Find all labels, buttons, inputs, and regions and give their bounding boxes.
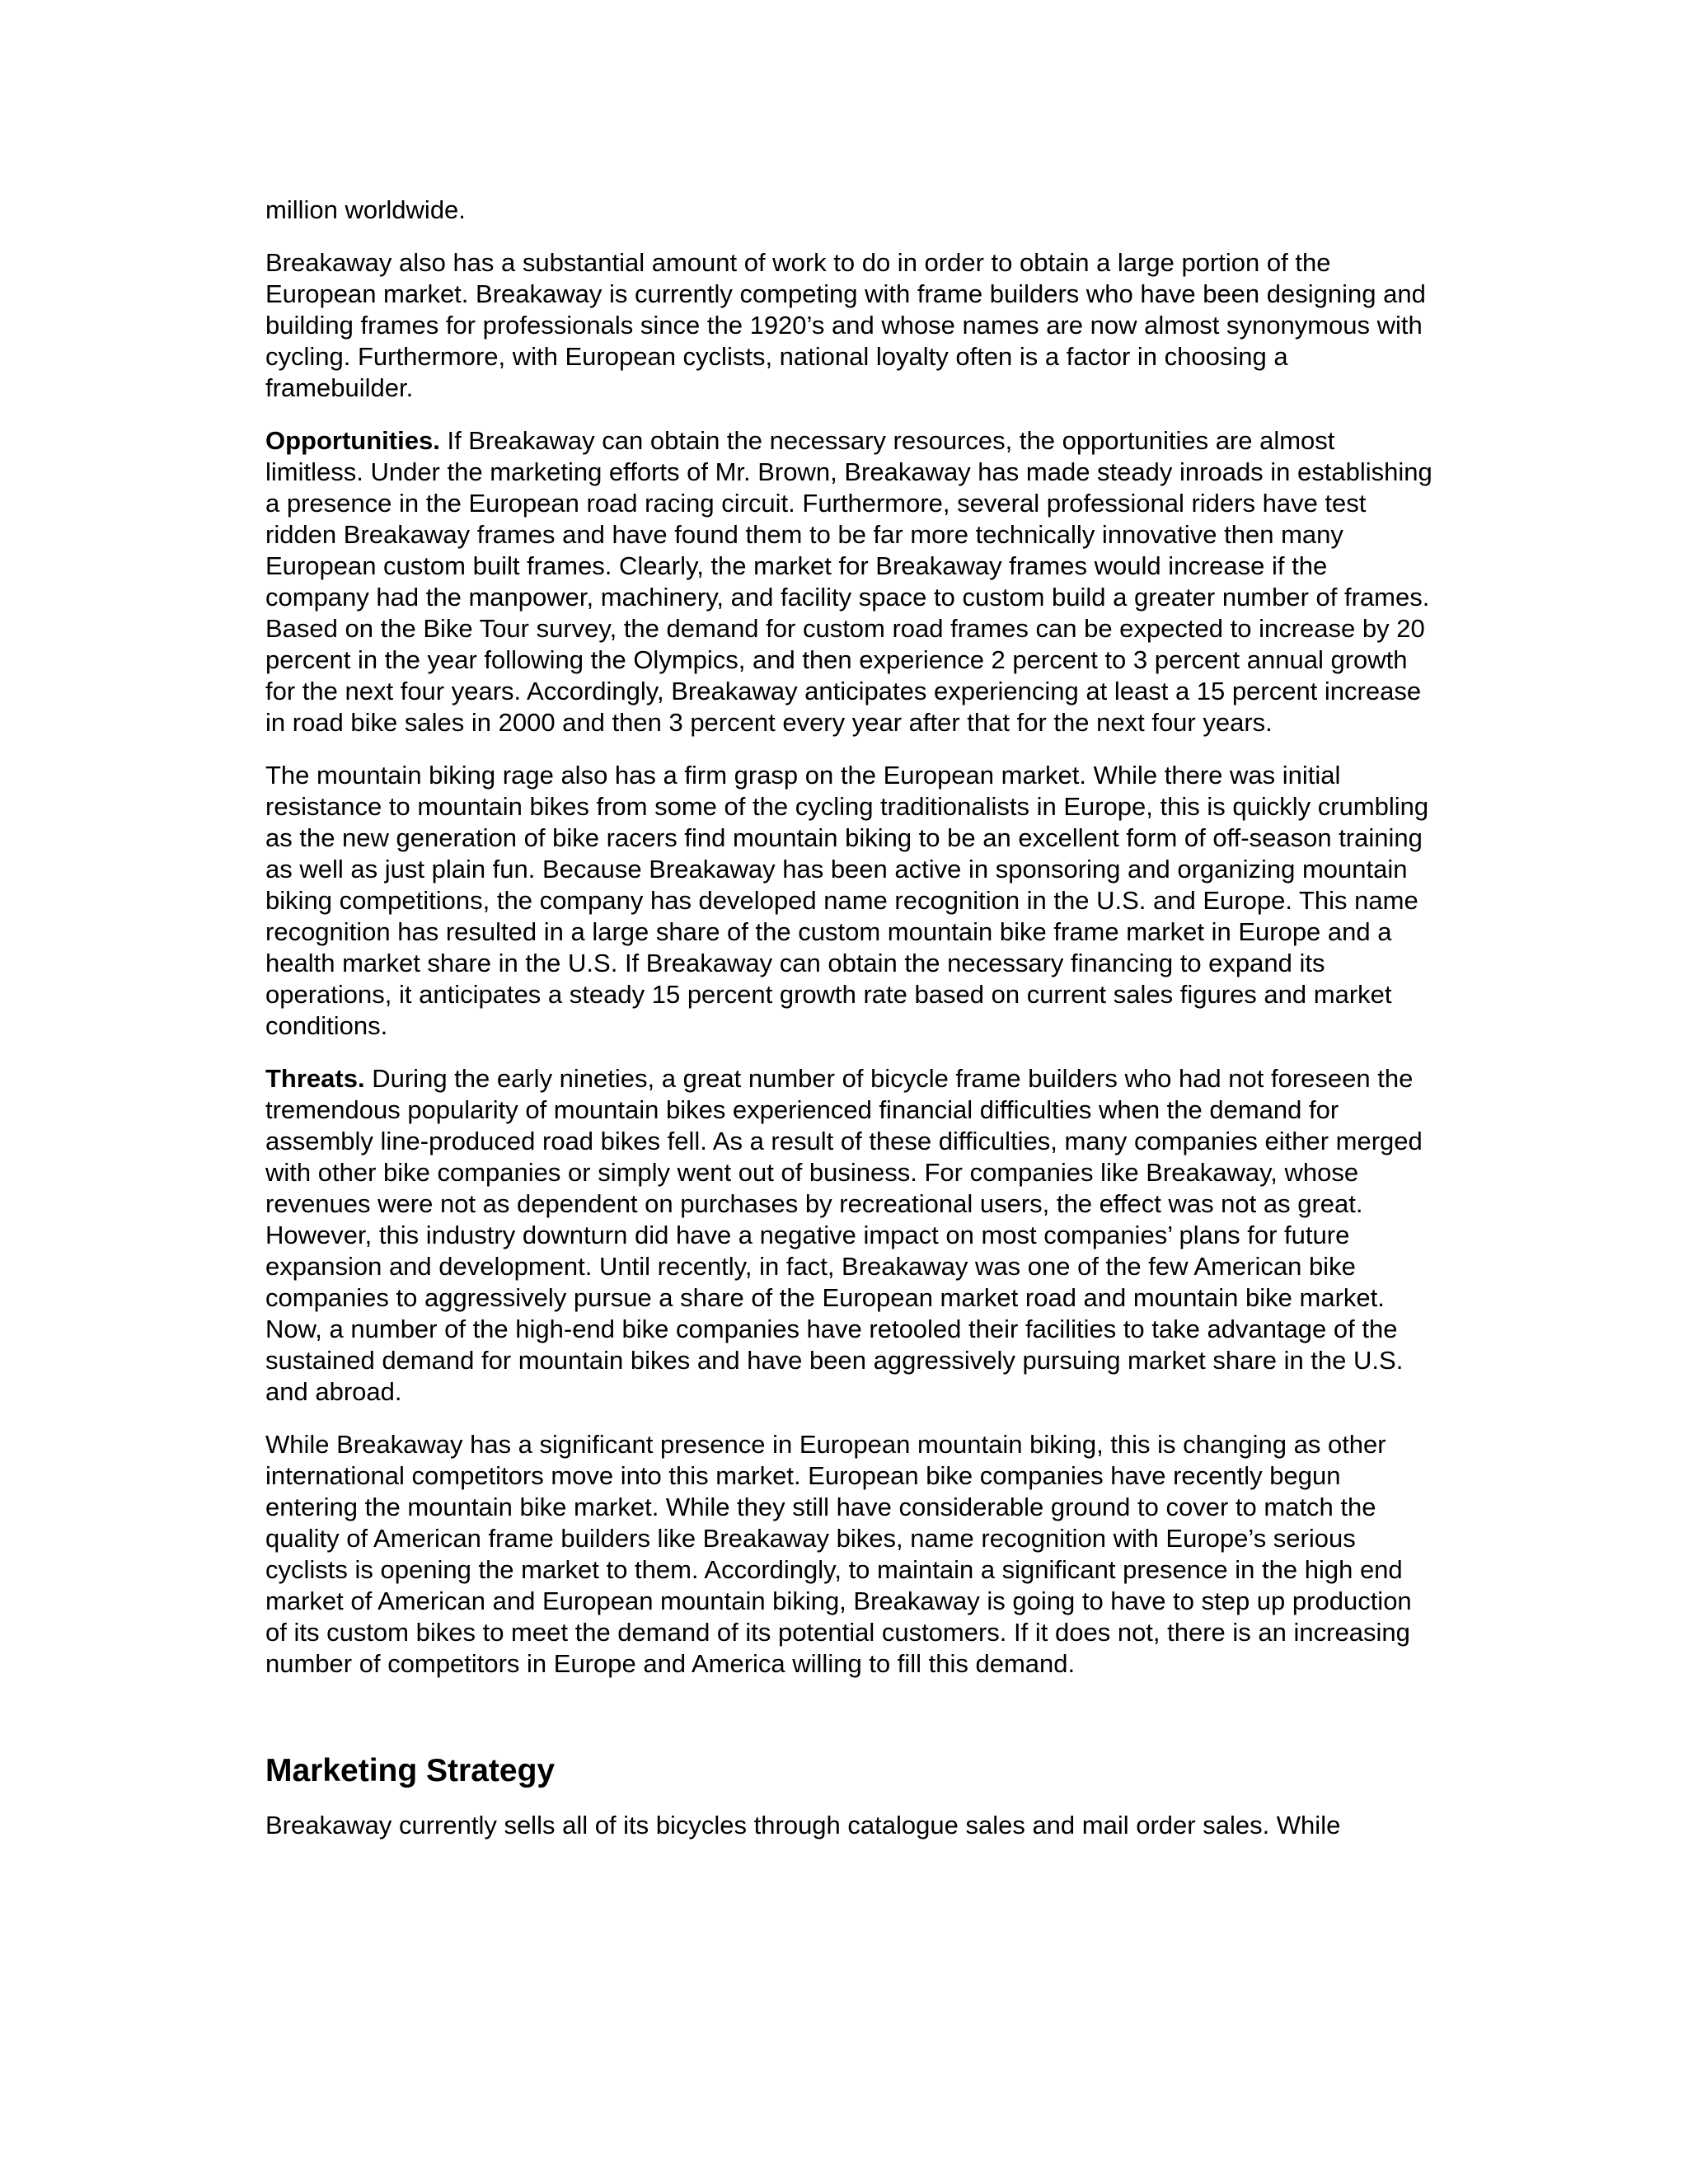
paragraph-mountain-biking: The mountain biking rage also has a firm grasp on the European market. While there was initial resistance to mountain bikes from some of the cycling traditionalists in Europe, this is quickly crumbling as the new generation of bike racers find mountain biking to be an excellent form of off-season training as well as just plain fun. Because Breakaway has been active in sponsoring and organizing mountain biking competitions, the company has developed name recognition in the U.S. and Europe. This name recognition has resulted in a large share of the custom mountain bike frame market in Europe and a health market share in the U.S. If Breakaway can obtain the necessary financing to expand its operations, it anticipates a steady 15 percent growth rate based on current sales figures and market conditions.	[265, 761, 1429, 1040]
paragraph-threats	[265, 1063, 1436, 1408]
paragraph-opportunities	[265, 425, 1436, 738]
paragraph-marketing-strategy: Breakaway currently sells all of its bicycles through catalogue sales and mail order sales. While	[265, 1811, 1341, 1840]
section-heading: Marketing Strategy	[265, 1753, 556, 1788]
opportunities-body: If Breakaway can obtain the necessary resources, the opportunities are almost limitless. Under the marketing efforts of Mr. Brown, Breakaway has made steady inroads in establishing a presence in the European road racing circuit. Furthermore, several professional riders have test ridden Breakaway frames and have found them to be far more technically innovative then many European custom built frames. Clearly, the market for Breakaway frames would increase if the company had the manpower, machinery, and facility space to custom build a greater number of frames. Based on the Bike Tour survey, the demand for custom road frames can be expected to increase by 20 percent in the year following the Olympics, and then experience 2 percent to 3 percent annual growth for the next four years. Accordingly, Breakaway anticipates experiencing at least a 15 percent increase in road bike sales in 2000 and then 3 percent every year after that for the next four years.	[265, 426, 1432, 737]
document-page	[265, 194, 1436, 1863]
paragraph-european-market: Breakaway also has a substantial amount of work to do in order to obtain a large portion of the European market. Breakaway is currently competing with frame builders who have been designing and building frames for professionals since the 1920’s and whose names are now almost synonymous with cycling. Furthermore, with European cyclists, national loyalty often is a factor in choosing a framebuilder.	[265, 248, 1426, 402]
threats-body: During the early nineties, a great number of bicycle frame builders who had not foreseen the tremendous popularity of mountain bikes experienced financial difficulties when the demand for assembly line-produced road bikes fell. As a result of these difficulties, many companies either merged with other bike companies or simply went out of business. For companies like Breakaway, whose revenues were not as dependent on purchases by recreational users, the effect was not as great. However, this industry downturn did have a negative impact on most companies’ plans for future expansion and development. Until recently, in fact, Breakaway was one of the few American bike companies to aggressively pursue a share of the European market road and mountain bike market. Now, a number of the high-end bike companies have retooled their facilities to take advantage of the sustained demand for mountain bikes and have been aggressively pursuing market share in the U.S. and abroad.	[265, 1064, 1423, 1406]
paragraph-continuation: million worldwide.	[265, 195, 466, 224]
opportunities-lead: Opportunities.	[265, 426, 440, 455]
paragraph-competitors: While Breakaway has a significant presence in European mountain biking, this is changing as other international competitors move into this market. European bike companies have recently begun entering the mountain bike market. While they still have considerable ground to cover to match the quality of American frame builders like Breakaway bikes, name recognition with Europe’s serious cyclists is opening the market to them. Accordingly, to maintain a significant presence in the high end market of American and European mountain biking, Breakaway is going to have to step up production of its custom bikes to meet the demand of its potential customers. If it does not, there is an increasing number of competitors in Europe and America willing to fill this demand.	[265, 1430, 1412, 1678]
threats-lead: Threats.	[265, 1064, 365, 1093]
